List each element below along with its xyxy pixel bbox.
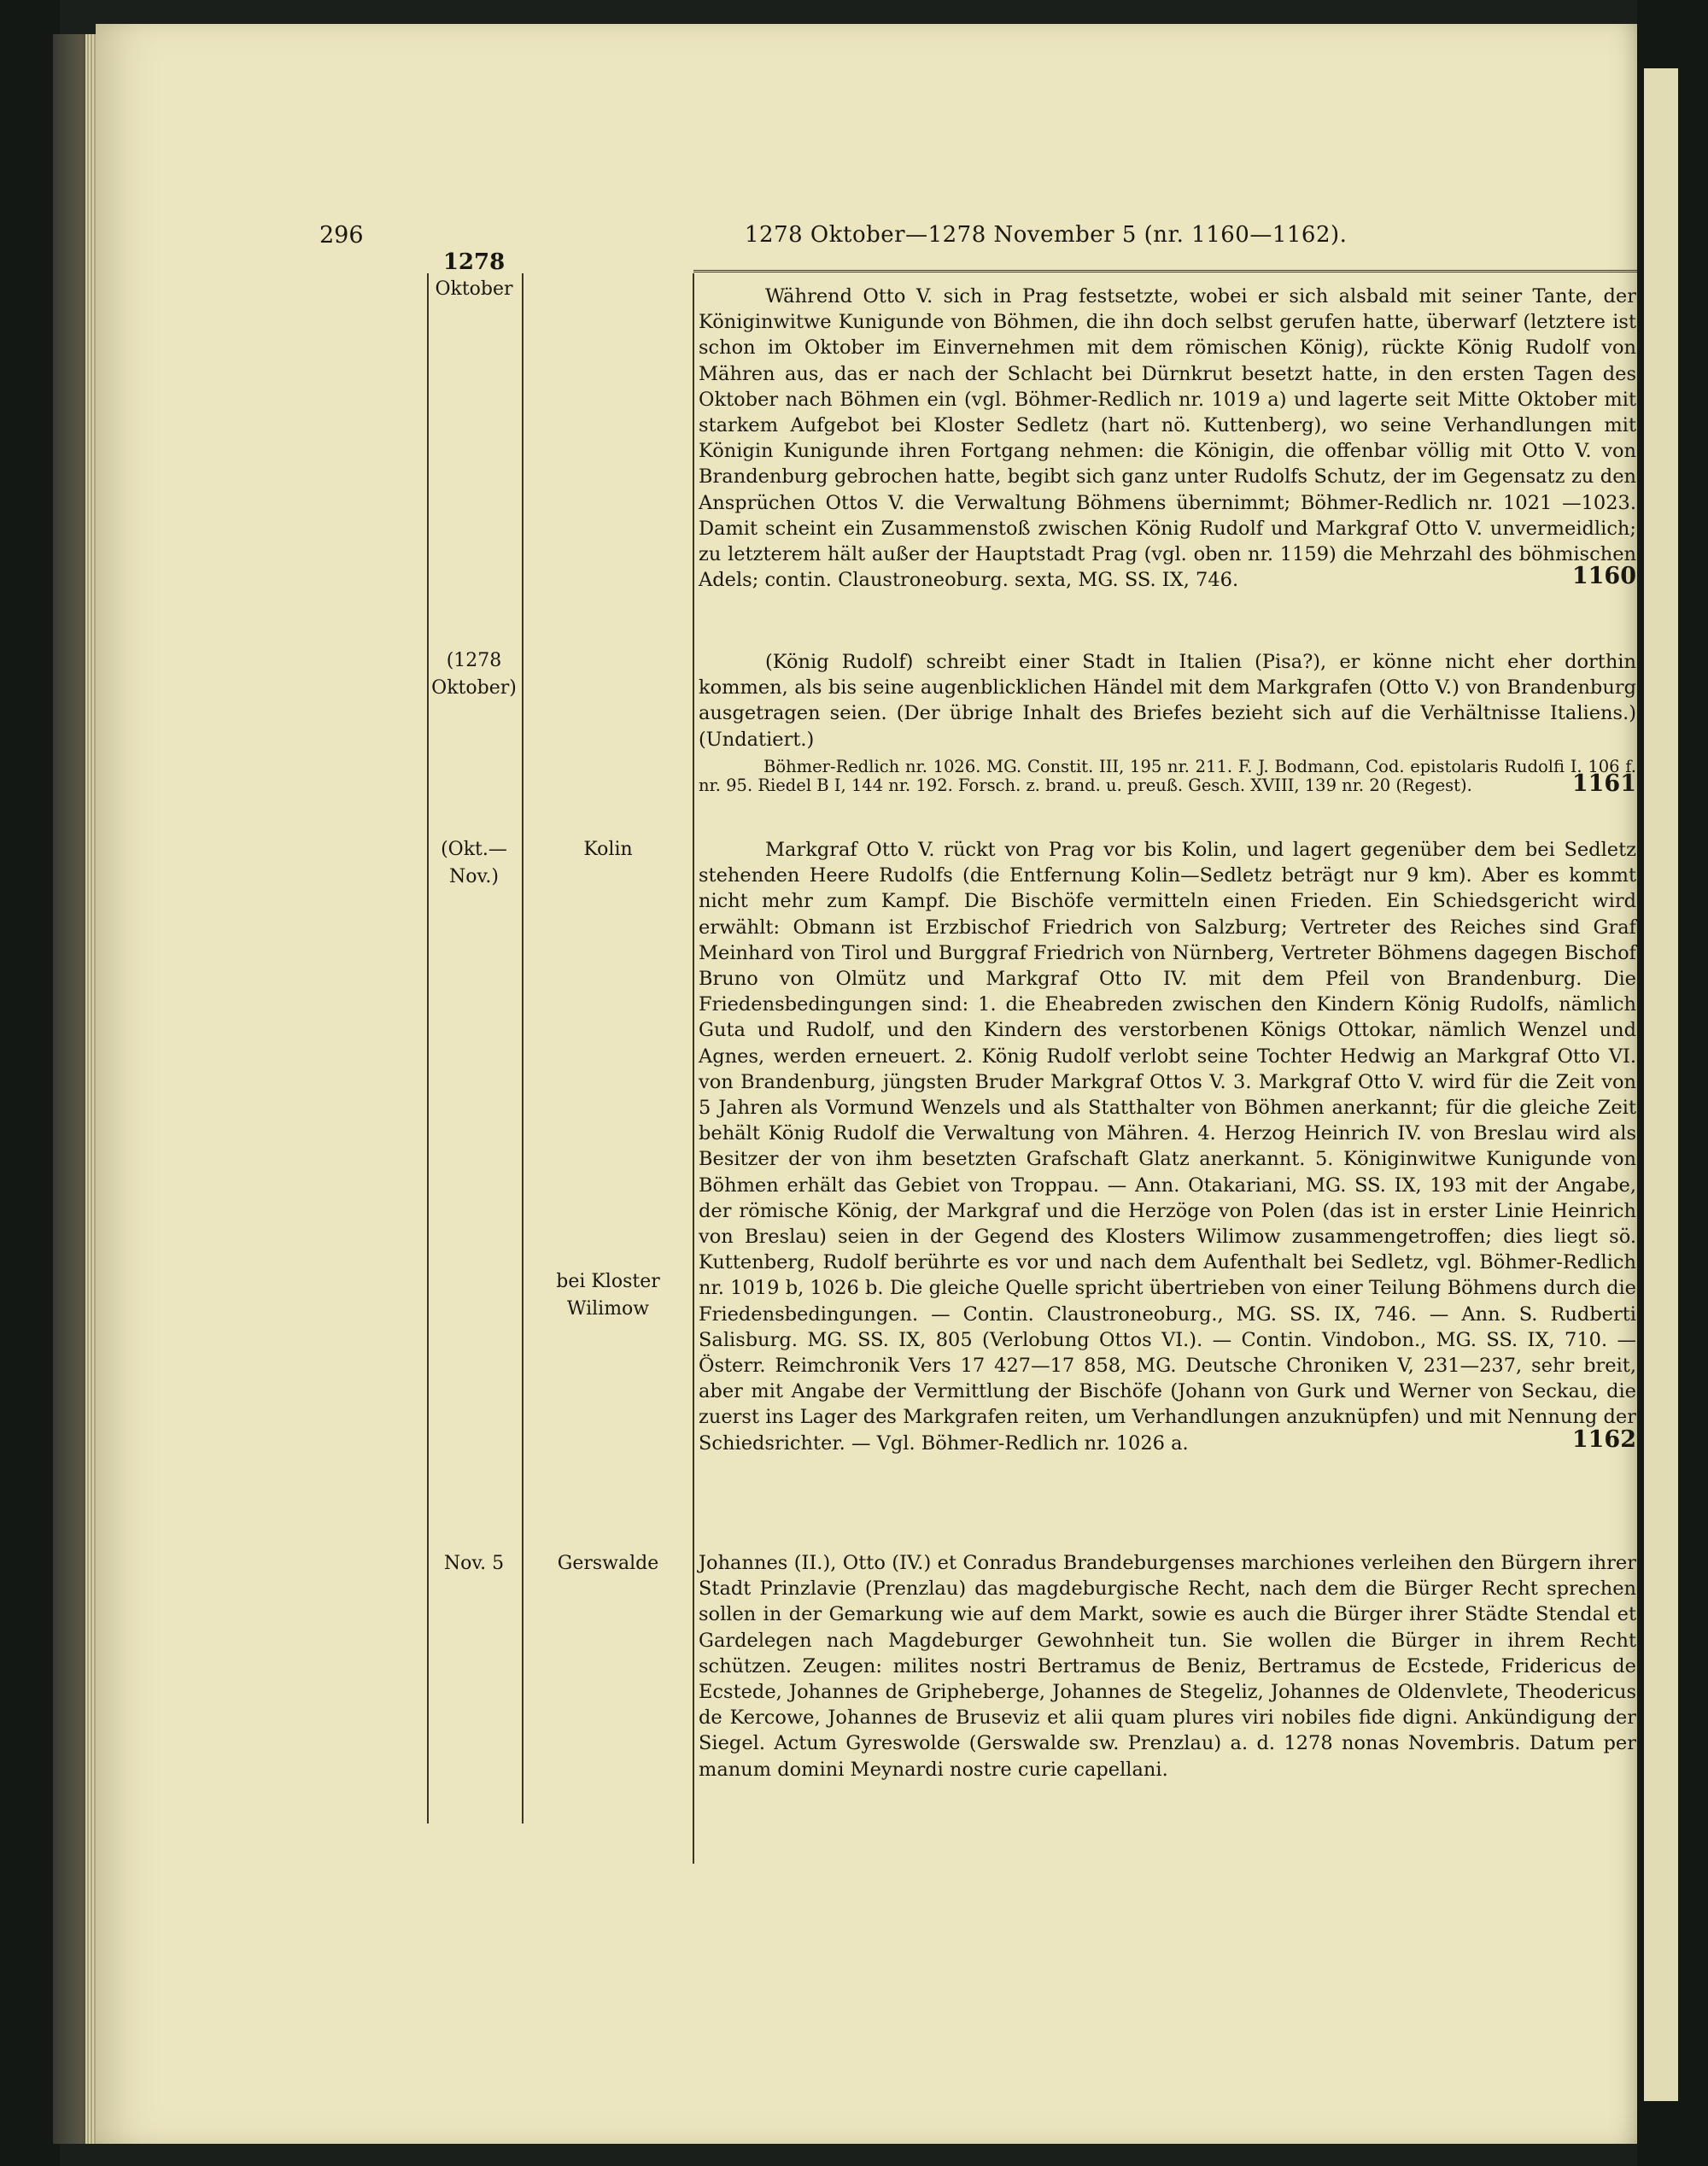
entry-1160 — [699, 284, 1636, 593]
entry-1161-text: (König Rudolf) schreibt einer Stadt in Italien (Pisa?), er könne nicht eher dorthin kommen, als bis seine augenblicklichen Händel mit dem Markgrafen (Otto V.) von Brandenburg ausgetragen seien. (Der übrige Inhalt des Briefes bezieht sich auf die Verhältnisse Italiens.) (Undatiert.) — [699, 651, 1636, 751]
column-rule-place — [522, 273, 524, 1824]
entry-1162 — [699, 837, 1636, 1456]
place-wilimow-line1: bei Kloster — [556, 1271, 660, 1292]
entry-number-1161: 1161 — [1571, 770, 1636, 797]
margin-place-kolin: Kolin — [583, 839, 633, 860]
entry-number-1160: 1160 — [1571, 563, 1636, 590]
date-1161-line2: Oktober) — [431, 677, 517, 699]
page-header — [96, 222, 1637, 260]
entry-1160-text: Während Otto V. sich in Prag festsetzte, wobei er sich alsbald mit seiner Tante, der Königinwitwe Kunigunde von Böhmen, die ihn doch selbst gerufen hatte, überwarf (letztere ist schon im Oktober im Einvernehmen mit dem römischen König), rückte König Rudolf von Mähren aus, das er nach der Schlacht bei Dürnkrut besetzt hatte, in den ersten Tagen des Oktober nach Böhmen ein (vgl. Böhmer-Redlich nr. 1019 a) und lagerte seit Mitte Oktober mit starkem Aufgebot bei Kloster Sedletz (hart nö. Kuttenberg), wo seine Verhandlungen mit Königin Kunigunde ihren Fortgang nehmen: die Königin, die offenbar völlig mit Otto V. von Brandenburg gebrochen hatte, begibt sich ganz unter Rudolfs Schutz, der im Gegensatz zu den Ansprüchen Ottos V. die Verwaltung Böhmens übernimmt; Böhmer-Redlich nr. 1021 —1023. Damit scheint ein Zusammenstoß zwischen König Rudolf und Markgraf Otto V. unvermeidlich; zu letzterem hält außer der Hauptstadt Prag (vgl. oben nr. 1159) die Mehrzahl des böhmischen Adels; contin. Claustroneoburg. sexta, MG. SS. IX, 746. — [699, 285, 1636, 592]
margin-place-wilimow — [523, 1268, 693, 1323]
entry-1163-text: Johannes (II.), Otto (IV.) et Conradus Brandeburgenses marchiones verleihen den Bürgern ihrer Stadt Prinzlavie (Prenzlau) das magdeburgische Recht, nach dem die Bürger Recht sprechen sollen in der Gemarkung wie auf dem Markt, sowie es auch die Bürger ihrer Städte Stendal et Gardelegen nach Magdeburger Gewohnheit tun. Sie wollen die Bürger in ihrem Recht schützen. Zeugen: milites nostri Bertramus de Beniz, Bertramus de Ecstede, Fridericus de Ecstede, Johannes de Gripheberge, Johannes de Stegeliz, Johannes de Oldenvlete, Theodericus de Kercowe, Johannes de Bruseviz et alii quam plures viri nobiles fide digni. Ankündigung der Siegel. Actum Gyreswolde (Gerswalde sw. Prenzlau) a. d. 1278 nonas Novembris. Datum per manum domini Meynardi nostre curie capellani. — [699, 1552, 1636, 1781]
entry-1161-citation: Böhmer-Redlich nr. 1026. MG. Constit. III, 195 nr. 211. F. J. Bodmann, Cod. epistolaris Rudolfi I. 106 f. nr. 95. Riedel B I, 144 nr. 192. Forsch. z. brand. u. preuß. Gesch. XVIII, 139 nr. 20 (Regest). — [699, 756, 1636, 795]
margin-date-1163 — [427, 1550, 521, 1578]
margin-month: Oktober — [435, 278, 513, 300]
entry-1161 — [699, 649, 1636, 795]
entry-1162-text: Markgraf Otto V. rückt von Prag vor bis Kolin, und lagert gegenüber dem bei Sedletz stehenden Heere Rudolfs (die Entfernung Kolin—Sedletz beträgt nur 9 km). Aber es kommt nicht mehr zum Kampf. Die Bischöfe vermitteln einen Frieden. Ein Schiedsgericht wird erwählt: Obmann ist Erzbischof Friedrich von Salzburg; Vertreter des Reiches sind Graf Meinhard von Tirol und Burggraf Friedrich von Nürnberg, Vertreter Böhmens dagegen Bischof Bruno von Olmütz und Markgraf Otto IV. mit dem Pfeil von Brandenburg. Die Friedensbedingungen sind: 1. die Eheabreden zwischen den Kindern König Rudolfs, nämlich Guta und Rudolf, und den Kindern des verstorbenen Königs Ottokar, nämlich Wenzel und Agnes, werden erneuert. 2. König Rudolf verlobt seine Tochter Hedwig an Markgraf Otto VI. von Brandenburg, jüngsten Bruder Markgraf Ottos V. 3. Markgraf Otto V. wird für die Zeit von 5 Jahren als Vormund Wenzels und als Statthalter von Böhmen anerkannt; für die gleiche Zeit behält König Rudolf die Verwaltung von Mähren. 4. Herzog Heinrich IV. von Breslau wird als Besitzer der von ihm besetzten Grafschaft Glatz anerkannt. 5. Königinwitwe Kunigunde von Böhmen erhält das Gebiet von Troppau. — Ann. Otakariani, MG. SS. IX, 193 mit der Angabe, der römische König, der Markgraf und die Herzöge von Polen (das ist in erster Linie Heinrich von Breslau) seien in der Gegend des Klosters Wilimow zusammengetroffen; dies liegt sö. Kuttenberg, Rudolf berührte es vor und nach dem Aufenthalt bei Sedletz, vgl. Böhmer-Redlich nr. 1019 b, 1026 b. Die gleiche Quelle spricht übertrieben von einer Teilung Böhmens durch die Friedensbedingungen. — Contin. Claustroneoburg., MG. SS. IX, 746. — Ann. S. Rudberti Salisburg. MG. SS. IX, 805 (Verlobung Ottos VI.). — Contin. Vindobon., MG. SS. IX, 710. — Österr. Reimchronik Vers 17 427—17 858, MG. Deutsche Chroniken V, 231—237, sehr breit, aber mit Angabe der Vermittlung der Bischöfe (Johann von Gurk und Werner von Seckau, die zuerst ins Lager des Markgrafen reiten, um Verhandlungen anzuknüpfen) und mit Nennung der Schiedsrichter. — Vgl. Böhmer-Redlich nr. 1026 a. — [699, 839, 1636, 1455]
date-1162-line1: (Okt.— — [441, 839, 507, 860]
entry-number-1162: 1162 — [1571, 1425, 1636, 1453]
book-cover-left — [0, 0, 60, 2166]
margin-place-gerswalde: Gerswalde — [557, 1553, 659, 1574]
facing-page-edge — [1644, 68, 1678, 2101]
date-1162-line2: Nov.) — [449, 866, 499, 887]
column-rule-date — [427, 273, 429, 1824]
margin-year-block — [427, 249, 521, 303]
date-1163: Nov. 5 — [443, 1553, 505, 1574]
entry-1161-citation-block — [699, 758, 1636, 795]
book-page — [96, 24, 1637, 2144]
page-number: 296 — [319, 222, 364, 249]
margin-date-1162 — [427, 836, 521, 891]
column-rule-text — [693, 273, 694, 1864]
margin-year: 1278 — [442, 249, 506, 275]
entry-1163 — [699, 1550, 1636, 1783]
place-wilimow-line2: Wilimow — [566, 1298, 650, 1320]
margin-date-1161 — [427, 647, 521, 702]
header-rule — [693, 270, 1637, 272]
running-head: 1278 Oktober—1278 November 5 (nr. 1160—1162). — [745, 222, 1348, 248]
date-1161-line1: (1278 — [446, 650, 502, 671]
